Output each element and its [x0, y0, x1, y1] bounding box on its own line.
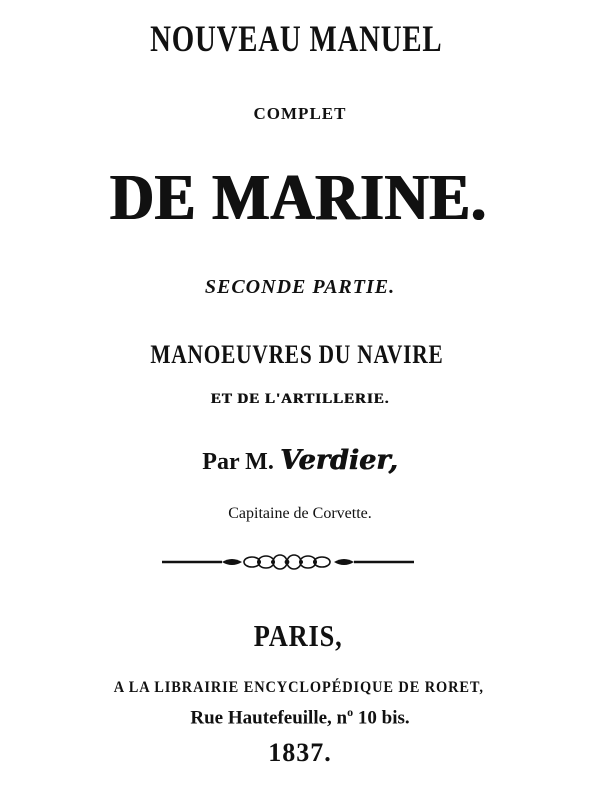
subtitle-line-2: ET DE L'ARTILLERIE. — [210, 391, 390, 407]
subtitle-line-1: MANOEUVRES DU NAVIRE — [150, 340, 444, 369]
publisher: A LA LIBRAIRIE ENCYCLOPÉDIQUE DE RORET, — [113, 679, 484, 696]
author-line — [0, 445, 600, 476]
author-name: Verdier, — [279, 445, 398, 476]
series-title: NOUVEAU MANUEL — [150, 19, 443, 60]
address-end: 10 bis. — [353, 707, 410, 729]
city: PARIS, — [253, 618, 343, 653]
part-label: SECONDE PARTIE. — [204, 276, 396, 298]
publication-year: 1837. — [268, 738, 332, 767]
decorative-rule-ornament-icon — [160, 552, 416, 572]
main-title: DE MARINE. — [110, 161, 488, 234]
address-superscript: o — [347, 705, 354, 719]
complet-label: COMPLET — [253, 104, 347, 123]
author-prefix: Par M. — [202, 449, 274, 475]
publisher-address — [0, 705, 600, 729]
author-rank: Capitaine de Corvette. — [228, 505, 372, 522]
address-start: Rue Hautefeuille, n — [190, 707, 348, 729]
